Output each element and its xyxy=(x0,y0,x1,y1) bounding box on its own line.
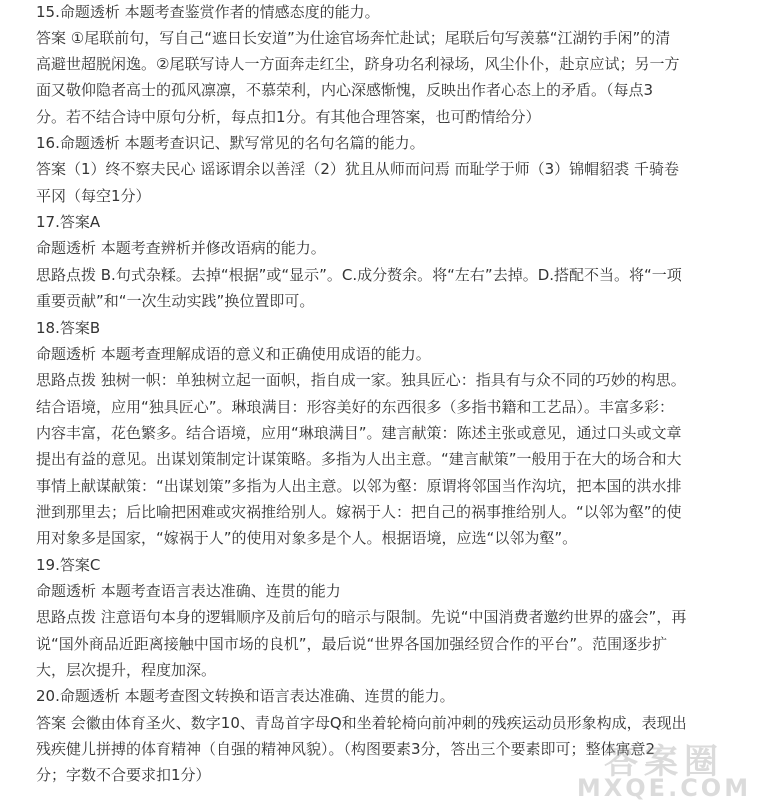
text-line: 答案 会徽由体育圣火、数字10、青岛首字母Q和坐着轮椅向前冲刺的残疾运动员形象构成，表现出 xyxy=(36,714,687,732)
watermark-top-text: 答案圈 xyxy=(604,742,724,782)
text-line: 残疾健儿拼搏的体育精神（自强的精神风貌）。（构图要素3分，答出三个要素即可；整体寓意2 xyxy=(36,740,656,758)
text-line: 19.答案C xyxy=(36,556,101,574)
text-line: 17.答案A xyxy=(36,213,101,231)
text-line: 命题透析 本题考查理解成语的意义和正确使用成语的能力。 xyxy=(36,345,431,363)
text-line: 事情上献谋献策：“出谋划策”多指为人出主意。以邻为壑：原谓将邻国当作沟坑，把本国的洪水排 xyxy=(36,477,682,495)
text-line: 16.命题透析 本题考查识记、默写常见的名句名篇的能力。 xyxy=(36,134,425,152)
text-line: 平冈（每空1分） xyxy=(36,187,151,205)
text-line: 答案（1）终不察夫民心 谣诼谓余以善淫（2）犹且从师而问焉 而耻学于师（3）锦帽貂裘 千骑卷 xyxy=(36,160,679,178)
text-line: 命题透析 本题考查语言表达准确、连贯的能力 xyxy=(36,582,341,600)
text-line: 说“国外商品近距离接触中国市场的良机”，最后说“世界各国加强经贸合作的平台”。范围逐步扩 xyxy=(36,635,668,653)
text-line: 内容丰富，花色繁多。结合语境，应用“琳琅满目”。建言献策：陈述主张或意见，通过口头或文章 xyxy=(36,424,682,442)
text-line: 命题透析 本题考查辨析并修改语病的能力。 xyxy=(36,239,326,257)
text-line: 用对象多是国家，“嫁祸于人”的使用对象多是个人。根据语境，应选“以邻为壑”。 xyxy=(36,529,578,547)
watermark-bottom-text: MXQE.COM xyxy=(576,774,752,802)
text-line: 思路点拨 独树一帜：单独树立起一面帜，指自成一家。独具匠心：指具有与众不同的巧妙的构思。 xyxy=(36,371,686,389)
text-line: 重要贡献”和“一次生动实践”换位置即可。 xyxy=(36,292,315,310)
text-line: 提出有益的意见。出谋划策制定计谋策略。多指为人出主意。“建言献策”一般用于在大的场合和大 xyxy=(36,450,682,468)
watermark-logo xyxy=(569,734,759,804)
text-line: 答案 ①尾联前句，写自己“遮日长安道”为仕途官场奔忙赴试；尾联后句写羡慕“江湖钓手闲”的清 xyxy=(36,29,671,47)
text-line: 15.命题透析 本题考查鉴赏作者的情感态度的能力。 xyxy=(36,3,380,21)
text-line: 20.命题透析 本题考查图文转换和语言表达准确、连贯的能力。 xyxy=(36,687,455,705)
text-line: 高避世超脱闲逸。②尾联写诗人一方面奔走红尘，跻身功名利禄场，风尘仆仆，赴京应试；另一方 xyxy=(36,55,680,73)
text-line: 18.答案B xyxy=(36,319,101,337)
text-line: 分。若不结合诗中原句分析，每点扣1分。有其他合理答案，也可酌情给分） xyxy=(36,108,541,126)
text-line: 大，层次提升，程度加深。 xyxy=(36,661,217,679)
text-line: 结合语境，应用“独具匠心”。琳琅满目：形容美好的东西很多（多指书籍和工艺品）。丰富多彩： xyxy=(36,398,675,416)
text-line: 思路点拨 注意语句本身的逻辑顺序及前后句的暗示与限制。先说“中国消费者邀约世界的盛会”，再 xyxy=(36,608,687,626)
text-line: 面又敬仰隐者高士的孤风凛凛，不慕荣利，内心深感惭愧，反映出作者心态上的矛盾。（每点3 xyxy=(36,81,654,99)
text-line: 泄到那里去；后比喻把困难或灾祸推给别人。嫁祸于人：把自己的祸事推给别人。“以邻为壑”的使 xyxy=(36,503,682,521)
text-line: 思路点拨 B.句式杂糅。去掉“根据”或“显示”。C.成分赘余。将“左右”去掉。D.搭配不当。将“一项 xyxy=(36,266,682,284)
text-line: 分；字数不合要求扣1分） xyxy=(36,766,211,784)
